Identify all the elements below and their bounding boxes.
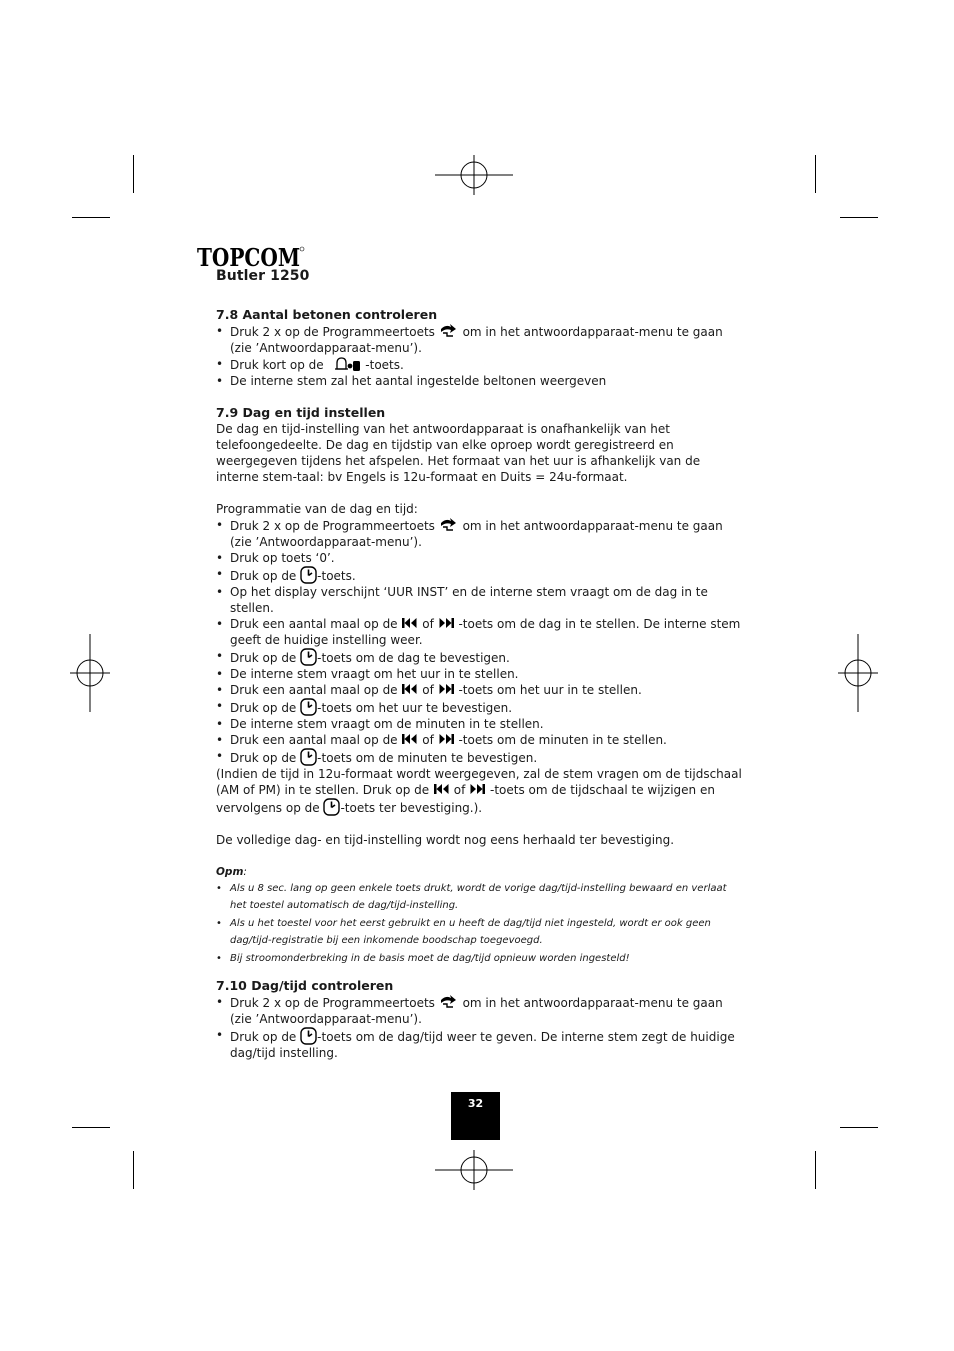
list-item: • Druk op de -toets. xyxy=(216,566,746,584)
rewind-key-icon xyxy=(401,617,418,629)
confirmation-text: De volledige dag- en tijd-instelling wordt nog eens herhaald ter bevestiging. xyxy=(216,833,675,847)
clock-key-icon xyxy=(300,566,317,584)
note-label: Opm: xyxy=(216,866,247,878)
twelve-hour-note: (Indien de tijd in 12u-formaat wordt weergegeven, zal de stem vragen om de tijdschaal (AM of PM) in te stellen. Druk op de of -toets om de tijdschaal te wijzigen en vervolgens op de -toets ter bevestiging.). xyxy=(216,767,742,815)
section-7-8-list xyxy=(216,323,746,389)
crop-mark xyxy=(840,217,878,218)
note-item: • Als u het toestel voor het eerst gebruikt en u heeft de dag/tijd niet ingesteld, wordt er ook geen dag/tijd-registratie bij een inkomende boodschap toegevoegd. xyxy=(216,915,746,949)
ring-count-icon xyxy=(333,356,361,372)
list-item: • Druk 2 x op de Programmeertoets om in het antwoordapparaat-menu te gaan (zie ’Antwoordapparaat-menu’). xyxy=(216,517,746,550)
list-item: • De interne stem vraagt om het uur in te stellen. xyxy=(216,666,746,682)
list-item: • Druk 2 x op de Programmeertoets om in het antwoordapparaat-menu te gaan (zie ’Antwoordapparaat-menu’). xyxy=(216,994,746,1027)
forward-key-icon xyxy=(438,733,455,745)
clock-key-icon xyxy=(300,748,317,766)
list-item: • Druk een aantal maal op de of -toets om het uur in te stellen. xyxy=(216,682,746,698)
crop-mark xyxy=(72,1127,110,1128)
program-key-icon xyxy=(439,323,459,339)
clock-key-icon xyxy=(300,1027,317,1045)
section-7-9-intro: De dag en tijd-instelling van het antwoordapparaat is onafhankelijk van het telefoongedeelte. De dag en tijdstip van elke oproep wordt geregistreerd en weergegeven tijdens het afspelen. Het formaat van het uur is afhankelijk van de interne stem-taal: bv Engels is 12u-formaat en Duits = 24u-formaat. xyxy=(216,422,701,484)
list-item: • Druk op de -toets om de minuten te bevestigen. xyxy=(216,748,746,766)
list-item: • Druk op de -toets om de dag te bevestigen. xyxy=(216,648,746,666)
rewind-key-icon xyxy=(401,683,418,695)
manual-content xyxy=(216,307,746,1061)
list-item: • Druk op de -toets om de dag/tijd weer te geven. De interne stem zegt de huidige dag/tijd instelling. xyxy=(216,1027,746,1061)
programming-label: Programmatie van de dag en tijd: xyxy=(216,502,418,516)
forward-key-icon xyxy=(438,617,455,629)
section-7-9-list xyxy=(216,517,746,766)
crop-mark xyxy=(815,155,816,193)
section-heading-7-8: 7.8 Aantal betonen controleren xyxy=(216,307,438,322)
product-name: Butler 1250 xyxy=(216,268,310,284)
crop-mark xyxy=(133,1151,134,1189)
list-item: • De interne stem vraagt om de minuten in te stellen. xyxy=(216,716,746,732)
note-item: • Als u 8 sec. lang op geen enkele toets drukt, wordt de vorige dag/tijd-instelling bewaard en verlaat het toestel automatisch de dag/tijd-instelling. xyxy=(216,880,746,914)
registration-mark-bottom xyxy=(434,1130,514,1210)
note-item: • Bij stroomonderbreking in de basis moet de dag/tijd opnieuw worden ingesteld! xyxy=(216,950,746,967)
registration-mark-right xyxy=(818,633,898,713)
list-item: • Druk kort op de -toets. xyxy=(216,356,746,373)
registration-mark-left xyxy=(50,633,130,713)
program-key-icon xyxy=(439,994,459,1010)
section-7-10-list xyxy=(216,994,746,1061)
crop-mark xyxy=(815,1151,816,1189)
section-heading-7-9: 7.9 Dag en tijd instellen xyxy=(216,405,386,420)
program-key-icon xyxy=(439,517,459,533)
list-item: • Op het display verschijnt ‘UUR INST’ en de interne stem vraagt om de dag in te stellen. xyxy=(216,584,746,616)
list-item: • Druk op de -toets om het uur te bevestigen. xyxy=(216,698,746,716)
svg-text:TOPCOM: TOPCOM xyxy=(197,243,300,272)
page-number: 32 xyxy=(467,1097,484,1110)
forward-key-icon xyxy=(469,783,486,795)
clock-key-icon xyxy=(300,698,317,716)
rewind-key-icon xyxy=(401,733,418,745)
list-item: • Druk een aantal maal op de of -toets om de dag in te stellen. De interne stem geeft de huidige instelling weer. xyxy=(216,616,746,648)
forward-key-icon xyxy=(438,683,455,695)
clock-key-icon xyxy=(300,648,317,666)
page-number-box xyxy=(451,1092,500,1140)
section-heading-7-10: 7.10 Dag/tijd controleren xyxy=(216,978,394,993)
rewind-key-icon xyxy=(433,783,450,795)
notes-list xyxy=(216,880,746,967)
list-item: • Druk op toets ‘0’. xyxy=(216,550,746,566)
list-item: • Druk een aantal maal op de of -toets om de minuten in te stellen. xyxy=(216,732,746,748)
list-item: • Druk 2 x op de Programmeertoets om in het antwoordapparaat-menu te gaan (zie ’Antwoordapparaat-menu’). xyxy=(216,323,746,356)
registration-mark-top xyxy=(434,135,514,215)
crop-mark xyxy=(840,1127,878,1128)
list-item: • De interne stem zal het aantal ingestelde beltonen weergeven xyxy=(216,373,746,389)
crop-mark xyxy=(133,155,134,193)
crop-mark xyxy=(72,217,110,218)
topcom-logo xyxy=(196,241,306,271)
clock-key-icon xyxy=(323,798,340,816)
